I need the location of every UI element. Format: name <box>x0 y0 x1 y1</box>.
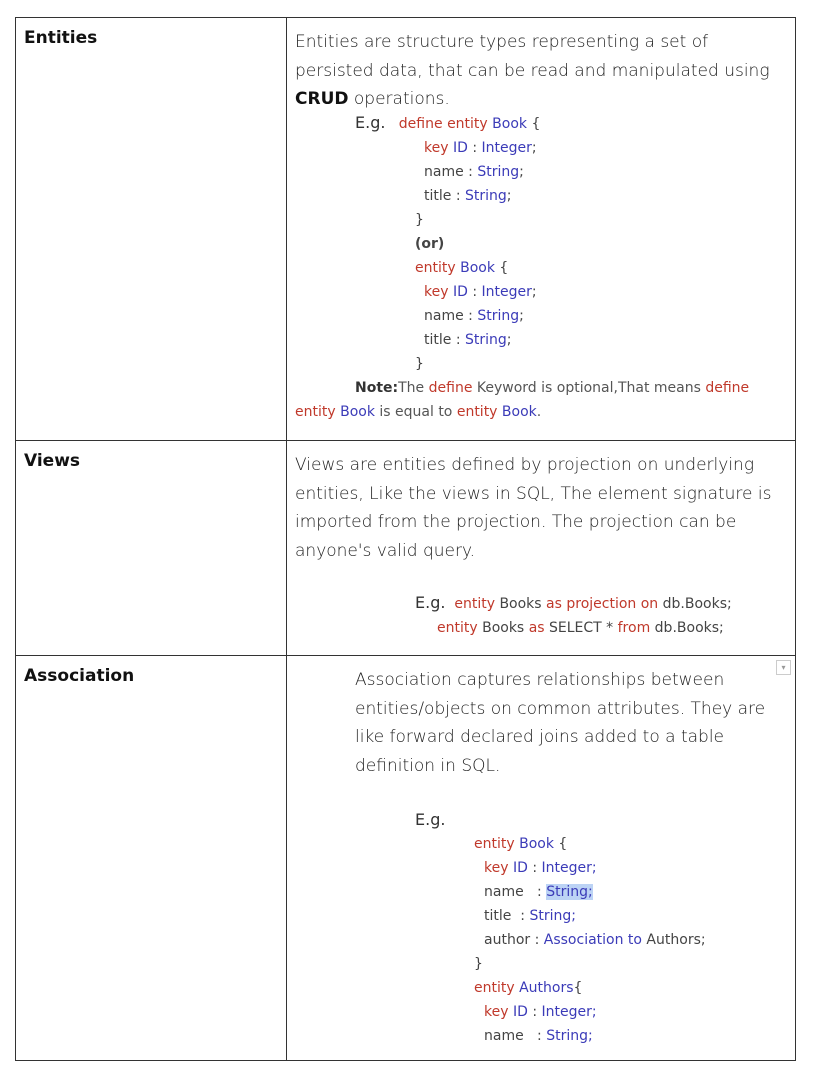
dropdown-arrow-icon[interactable]: ▾ <box>776 660 791 675</box>
row-desc-views <box>287 441 796 656</box>
table-row-association <box>16 656 796 1061</box>
row-desc-association: ▾ Association captures relationships between entities/objects on common attributes. They are like forward declared joins added to a table definition in SQL. E.g. entity Book { key ID : Integer; name : String; title : String; author : Association to Authors; } entity Authors{ key ID : Integer; name : String; <box>287 656 796 1061</box>
row-label-entities: Entities <box>16 18 287 441</box>
views-example-line-1: E.g. entity Books as projection on db.Books; <box>415 593 732 612</box>
row-label-views: Views <box>16 441 287 656</box>
row-desc-entities <box>287 18 796 441</box>
table-row-entities <box>16 18 796 441</box>
table-row-views <box>16 441 796 656</box>
cds-definitions-table <box>15 17 796 1061</box>
entities-description: Entities are structure types representing a set of persisted data, that can be read and manipulated using CRUD operations. <box>295 32 770 109</box>
row-label-association: Association <box>16 656 287 1061</box>
association-description: Association captures relationships between entities/objects on common attributes. They are like forward declared joins added to a table definition in SQL. <box>355 670 766 776</box>
entities-example: E.g. define entity Book { key ID : Integer; name : String; title : String; } (or) entity Book { key ID : Integer; name : String; title : String; } <box>355 112 541 372</box>
entities-note: Note:The define Keyword is optional,That means define entity Book is equal to entity Book. <box>295 379 750 420</box>
views-example-line-2: entity Books as SELECT * from db.Books; <box>437 620 724 636</box>
views-description: Views are entities defined by projection on underlying entities, Like the views in SQL, The element signature is imported from the projection. The projection can be anyone's valid query. <box>295 455 772 561</box>
association-eg-label: E.g. <box>415 810 446 829</box>
